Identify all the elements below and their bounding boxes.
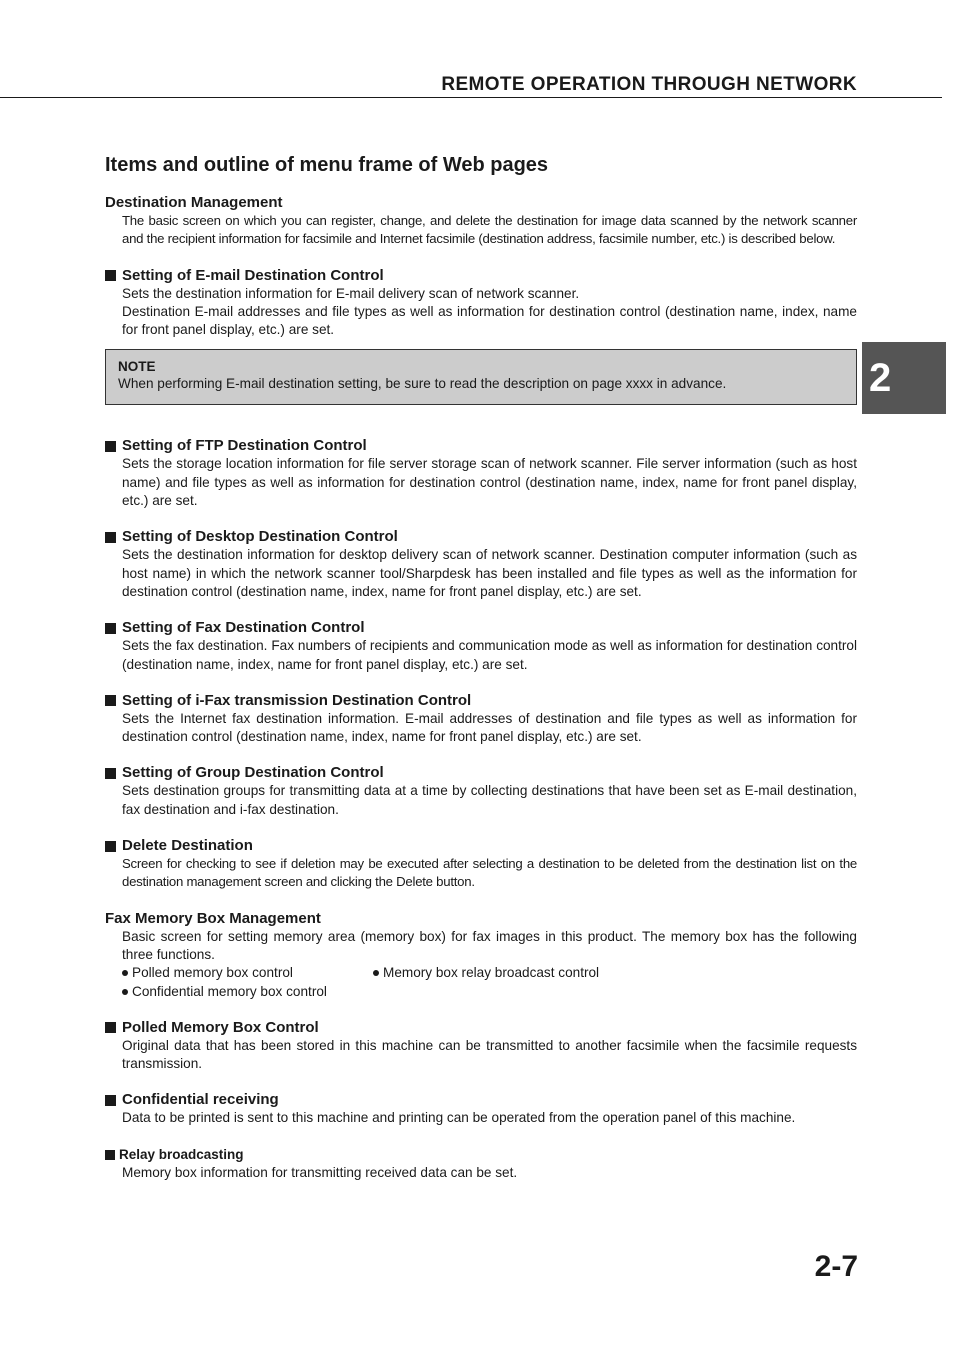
subsection-heading-label: Delete Destination [122,837,253,855]
list-item-label: Polled memory box control [132,965,293,981]
section-heading-fax-memory-box: Fax Memory Box Management [105,909,321,927]
header-divider [0,97,942,98]
subsection-heading-email-control [105,267,857,285]
subsection-heading-label: Polled Memory Box Control [122,1018,319,1036]
polled-memory-box-text: Original data that has been stored in this machine can be transmitted to another facsimile when the facsimile requests transmission. [122,1037,857,1072]
bullet-row [122,983,857,1001]
note-box [105,349,857,405]
subsection-heading-delete-destination [105,837,857,855]
polled-memory-box-section [105,1019,857,1074]
ifax-control-section [105,692,857,747]
chapter-tab: 2 [862,342,946,414]
bullet-dot-icon [373,970,379,976]
square-bullet-icon [105,441,116,452]
section-heading-destination-management: Destination Management [105,194,283,211]
subsection-heading-label: Relay broadcasting [119,1146,244,1162]
square-bullet-icon [105,841,116,852]
note-label: NOTE [118,359,156,375]
list-item-label: Memory box relay broadcast control [383,965,600,981]
note-text: When performing E-mail destination setting, be sure to read the description on page xxxx in advance. [118,376,727,392]
square-bullet-icon [105,532,116,543]
running-header-title: REMOTE OPERATION THROUGH NETWORK [441,74,857,95]
fax-memory-box-function-list [122,964,857,1001]
ftp-control-text: Sets the storage location information for file server storage scan of network scanner. File server information (such as host name) and file types as well as information for destination control (destination name, index, name for front panel display, etc.) are set. [122,456,857,509]
list-item [122,983,327,1001]
fax-control-section [105,619,857,674]
subsection-heading-group-control [105,764,857,782]
subsection-heading-label: Confidential receiving [122,1091,279,1109]
list-item [373,964,599,982]
confidential-receiving-text: Data to be printed is sent to this machine and printing can be operated from the operation panel of this machine. [122,1110,796,1126]
square-bullet-icon [105,768,116,779]
subsection-heading-ifax-control [105,692,857,710]
bullet-row [122,964,857,982]
ftp-control-section [105,437,857,510]
desktop-control-text: Sets the destination information for desktop delivery scan of network scanner. Destination computer information (such as host name) in which the network scanner tool/Sharpdesk has been installed and file types as well as the information for destination control (destination name, index, name for front panel display, etc.) are set. [122,547,857,599]
email-control-section [105,267,857,340]
ifax-control-text: Sets the Internet fax destination information. E-mail addresses of destination and file types as well as information for destination control (destination name, index, name for front panel display, etc.) are set. [122,710,857,745]
square-bullet-icon [105,1022,116,1033]
group-control-text: Sets destination groups for transmitting data at a time by collecting destinations that have been set as E-mail destination, fax destination and i-fax destination. [122,783,857,817]
destination-management-section [105,194,857,249]
subsection-heading-confidential-receiving [105,1091,857,1109]
subsection-heading-label: Setting of FTP Destination Control [122,437,367,455]
relay-broadcasting-section [105,1146,857,1182]
bullet-dot-icon [122,989,128,995]
delete-destination-text: Screen for checking to see if deletion may be executed after selecting a destination to be deleted from the destination list on the destination management screen and clicking the Delete button. [122,856,857,890]
bullet-dot-icon [122,970,128,976]
fax-control-text: Sets the fax destination. Fax numbers of recipients and communication mode as well as information for destination control (destination name, index, name for front panel display, etc.) are set. [122,638,857,672]
subsection-heading-polled-memory-box [105,1019,857,1037]
square-bullet-icon [105,623,116,634]
subsection-heading-label: Setting of Group Destination Control [122,764,384,782]
page-content [105,150,857,1200]
square-bullet-icon [105,695,116,706]
square-bullet-icon [105,1150,115,1160]
subsection-heading-ftp-control [105,437,857,455]
square-bullet-icon [105,1095,116,1106]
square-bullet-icon [105,270,116,281]
email-control-text-1: Sets the destination information for E-mail delivery scan of network scanner. [122,285,580,301]
email-control-text-2: Destination E-mail addresses and file types as well as information for destination control (destination name, index, name for front panel display, etc.) are set. [122,303,857,338]
desktop-control-section [105,528,857,601]
destination-management-text: The basic screen on which you can register, change, and delete the destination for image data scanned by the network scanner and the recipient information for facsimile and Internet facsimile (destination address, facsimile number, etc.) is described below. [122,213,857,247]
fax-memory-box-section [105,910,857,1001]
list-item-label: Confidential memory box control [132,983,327,999]
subsection-heading-label: Setting of i-Fax transmission Destination Control [122,691,472,709]
subsection-heading-fax-control [105,619,857,637]
page-number: 2-7 [814,1250,858,1283]
subsection-heading-desktop-control [105,528,857,546]
group-control-section [105,764,857,819]
subsection-heading-label: Setting of Fax Destination Control [122,619,365,637]
subsection-heading-label: Setting of Desktop Destination Control [122,528,398,546]
page-title: Items and outline of menu frame of Web pages [105,154,549,176]
list-item [122,964,373,982]
subsection-heading-relay-broadcasting [105,1146,857,1164]
confidential-receiving-section [105,1091,857,1127]
delete-destination-section [105,837,857,892]
fax-memory-box-text: Basic screen for setting memory area (memory box) for fax images in this product. The memory box has the following three functions. [122,928,857,962]
subsection-heading-label: Setting of E-mail Destination Control [122,266,384,284]
relay-broadcasting-text: Memory box information for transmitting received data can be set. [122,1164,518,1180]
